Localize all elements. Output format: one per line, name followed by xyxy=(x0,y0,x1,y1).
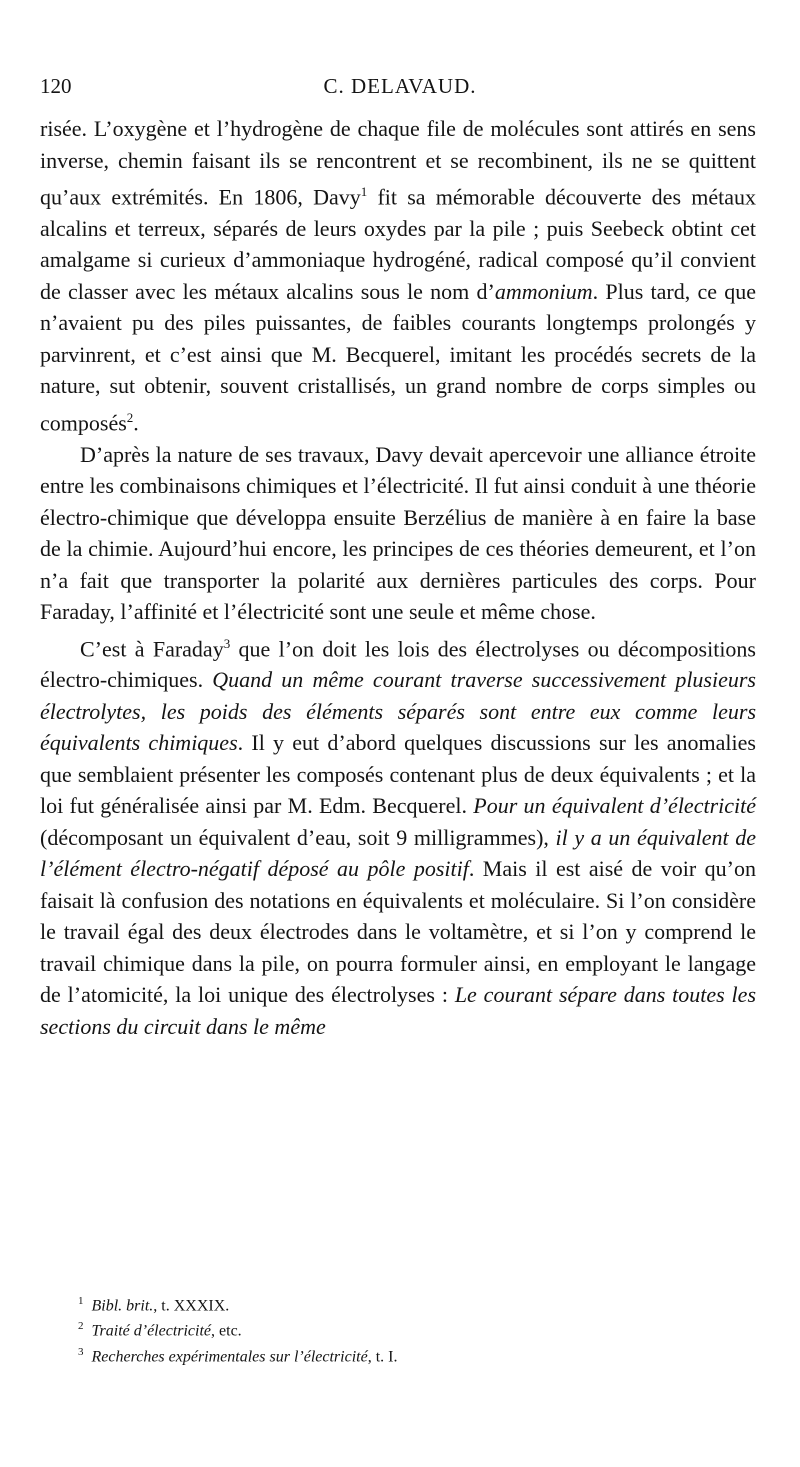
footnote-mark: 3 xyxy=(78,1345,84,1358)
footnote-3 xyxy=(78,1342,758,1367)
footnote-ref: 3 xyxy=(223,635,231,651)
italic-run: Pour un équivalent d’électricité xyxy=(473,793,757,819)
footnote-title: Recherches expérimentales sur l’électricité xyxy=(91,1347,368,1365)
running-head: C. DELAVAUD. xyxy=(323,74,477,98)
text-run: . Mais il est aisé de voir qu’on faisait là confusion des notations en équivalents et moléculaire. Si l’on considère le travail égal des deux électrodes dans le voltamètre, et si l’on y comprend le travail chimique dans la pile, on pourra formuler ainsi, en employant le langage de l’atomicité, la loi unique des électrolyses : xyxy=(40,856,756,1008)
footnote-ref: 2 xyxy=(126,409,134,425)
footnote-rest: , t. I. xyxy=(367,1347,398,1365)
italic-run: Quand un même courant traverse successivement plusieurs électrolytes, les poids des éléments séparés sont entre eux comme leurs équivalents chimiques xyxy=(40,667,756,756)
text-run: D’après la nature de ses travaux, Davy devait apercevoir une alliance étroite entre les combinaisons chimiques et l’électricité. Il fut ainsi conduit à une théorie électro-chimique que développa ensuite Berzélius de manière à en faire la base de la chimie. Aujourd’hui encore, les principes de ces théories demeurent, et l’on n’a fait que transporter la polarité aux dernières particules des corps. Pour Faraday, l’affinité et l’électricité sont une seule et même chose. xyxy=(40,441,756,625)
text-run: risée. L’oxygène et l’hydrogène de chaque file de molécules sont attirés en sens inverse, chemin faisant ils se rencontrent et se recombinent, ils ne se quittent qu’aux extrémités. En 1806, Davy xyxy=(40,116,756,210)
footnote-title: Bibl. brit. xyxy=(91,1297,154,1315)
text-run: (décomposant un équivalent d’eau, soit 9 milligrammes), xyxy=(40,824,556,850)
text-run: fit sa mémorable découverte des métaux alcalins et terreux, séparés de leurs oxydes par la pile ; puis Seebeck obtint cet amalgame si curieux d’ammoniaque hydrogéné, radical composé qu’il convient de classer avec les métaux alcalins sous le nom d’ xyxy=(40,184,756,304)
page-number: 120 xyxy=(40,74,72,98)
footnotes xyxy=(78,1291,758,1367)
footnote-ref: 1 xyxy=(360,184,368,199)
footnote-mark: 1 xyxy=(78,1295,84,1307)
paragraph-1 xyxy=(40,113,756,439)
text-run: C’est à Faraday xyxy=(80,635,224,661)
text-run: . Il y eut d’abord quelques discussions sur les anomalies que semblaient présenter les composés contenant plus de deux équivalents ; et la loi fut généralisée ainsi par M. Edm. Becquerel. xyxy=(40,730,756,819)
text-run: que l’on doit les lois des électrolyses ou décompositions électro-chimiques. xyxy=(40,635,756,693)
text-run: . Plus tard, ce que n’avaient pu des piles puissantes, de faibles courants longtemps prolongés y parvinrent, et c’est ainsi que M. Becquerel, imitant les procédés secrets de la nature, sut obtenir, souvent cristallisés, un grand nombre de corps simples ou composés xyxy=(40,278,756,436)
page-header xyxy=(40,74,760,104)
footnote-rest: , etc. xyxy=(211,1322,242,1340)
footnote-2 xyxy=(78,1316,758,1341)
footnote-rest: , t. XXXIX. xyxy=(153,1297,230,1315)
paragraph-2 xyxy=(40,439,756,628)
italic-run: ammonium xyxy=(494,278,593,304)
text-run: . xyxy=(133,410,139,436)
footnote-1 xyxy=(78,1291,758,1316)
italic-run: il y a un équivalent de l’élément électro-négatif déposé au pôle positif xyxy=(40,824,756,882)
footnote-mark: 2 xyxy=(78,1320,84,1333)
paragraph-3 xyxy=(40,628,756,1043)
body-text xyxy=(40,113,756,1042)
italic-run: Le courant sépare dans toutes les sections du circuit dans le même xyxy=(40,982,757,1039)
footnote-title: Traité d’électricité xyxy=(91,1322,212,1340)
